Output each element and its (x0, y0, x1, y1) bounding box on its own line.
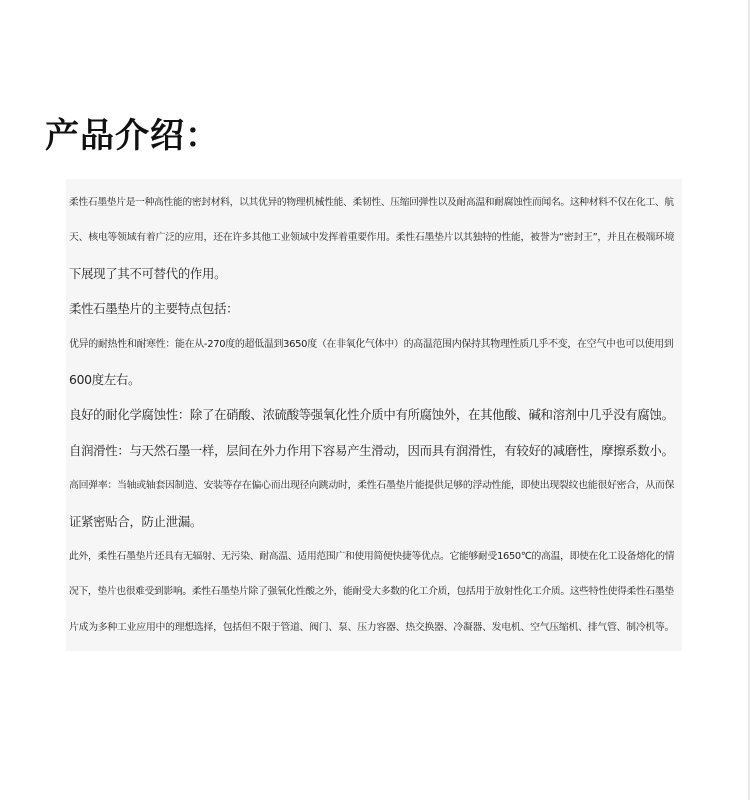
features-heading: 柔性石墨垫片的主要特点包括： (69, 301, 239, 317)
summary-line: 此外，柔性石墨垫片还具有无辐射、无污染、耐高温、适用范围广和使用简便快捷等优点。它能够耐受1650℃的高温，即使在化工设备熔化的情 (69, 550, 675, 562)
feature-self-lubrication: 自润滑性：与天然石墨一样，层间在外力作用下容易产生滑动，因而具有润滑性，有较好的减磨性，摩擦系数小。 (69, 442, 674, 458)
feature-high-resilience: 高回弹率：当轴或轴套因制造、安装等存在偏心而出现径向跳动时，柔性石墨垫片能提供足够的浮动性能，即使出现裂纹也能很好密合，从而保 (69, 480, 675, 492)
page-title: 产品介绍： (45, 116, 220, 156)
description-line: 柔性石墨垫片是一种高性能的密封材料，以其优异的物理机械性能、柔韧性、压缩回弹性以及耐高温和耐腐蚀性而闻名。这种材料不仅在化工、航 (69, 197, 674, 208)
product-description (66, 179, 682, 651)
summary-line: 况下，垫片也很难受到影响。柔性石墨垫片除了强氧化性酸之外，能耐受大多数的化工介质，包括用于放射性化工介质。这些特性使得柔性石墨垫 (69, 586, 674, 598)
description-line: 天、核电等领域有着广泛的应用，还在许多其他工业领域中发挥着重要作用。柔性石墨垫片以其独特的性能，被誉为“密封王”，并且在极端环境 (69, 232, 675, 244)
summary-line: 片成为多种工业应用中的理想选择，包括但不限于管道、阀门、泵、压力容器、热交换器、冷凝器、发电机、空气压缩机、排气管、制冷机等。 (69, 621, 675, 633)
feature-heat-resistance: 优异的耐热性和耐寒性：能在从-270度的超低温到3650度（在非氧化气体中）的高温范围内保持其物理性质几乎不变，在空气中也可以使用到 (69, 338, 674, 350)
feature-high-resilience-cont: 证紧密贴合，防止泄漏。 (69, 513, 202, 529)
feature-heat-resistance-cont: 600度左右。 (69, 371, 141, 387)
description-line: 下展现了其不可替代的作用。 (69, 265, 227, 281)
feature-chemical-resistance: 良好的耐化学腐蚀性：除了在硝酸、浓硫酸等强氧化性介质中有所腐蚀外，在其他酸、碱和溶剂中几乎没有腐蚀。 (69, 407, 674, 423)
